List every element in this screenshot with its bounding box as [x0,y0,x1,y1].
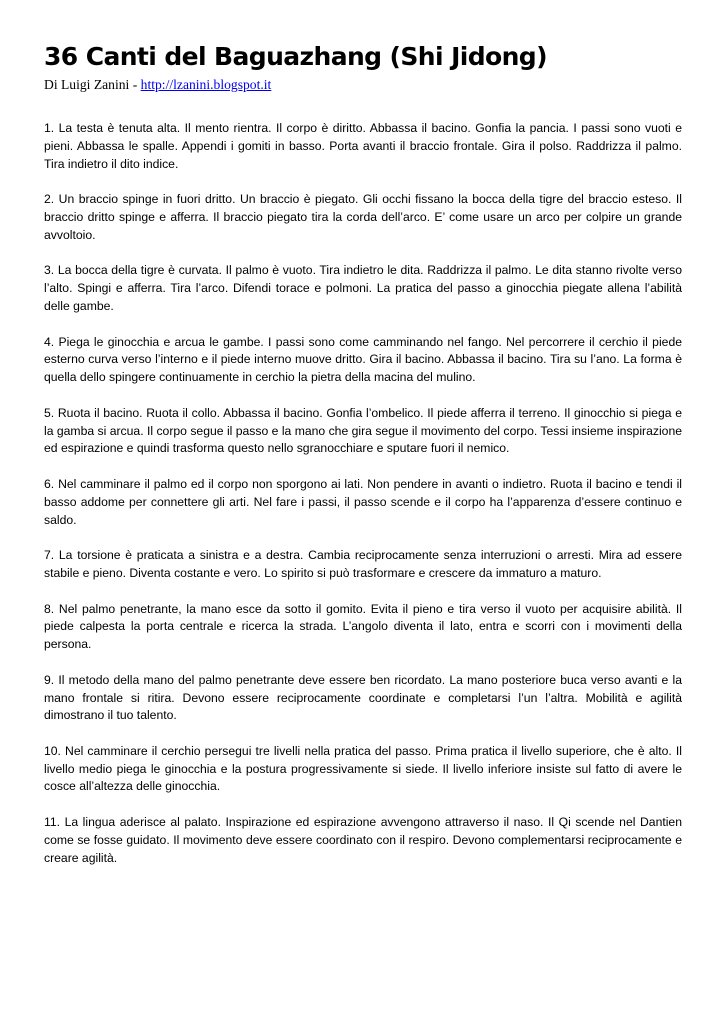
paragraph-10: 10. Nel camminare il cerchio persegui tre livelli nella pratica del passo. Prima pratica il livello superiore, che è alto. Il livello medio piega le ginocchia e la postura progressivamente si siede. Il livello inferiore insiste sul fatto di avere le cosce all’altezza delle ginocchia. [44,743,682,794]
paragraph-11: 11. La lingua aderisce al palato. Inspirazione ed espirazione avvengono attraverso il naso. Il Qi scende nel Dantien come se fosse guidato. Il movimento deve essere coordinato con il respiro. Devono complementarsi reciprocamente e creare agilità. [44,815,682,865]
paragraph-1: 1. La testa è tenuta alta. Il mento rientra. Il corpo è diritto. Abbassa il bacino. Gonfia la pancia. I passi sono vuoti e pieni. Abbassa le spalle. Appendi i gomiti in basso. Porta avanti il braccio frontale. Gira il polso. Raddrizza il palmo. Tira indietro il dito indice. [44,121,682,171]
paragraph-9: 9. Il metodo della mano del palmo penetrante deve essere ben ricordato. La mano posteriore buca verso avanti e la mano frontale si ritira. Devono essere reciprocamente coordinate e completarsi l’un l’altra. Mobilità e agilità dimostrano il tuo talento. [44,672,682,723]
paragraph-list [44,120,682,867]
byline-author: Di Luigi Zanini - [44,77,141,92]
blog-link[interactable]: http://lzanini.blogspot.it [140,77,272,92]
paragraph-5: 5. Ruota il bacino. Ruota il collo. Abbassa il bacino. Gonfia l’ombelico. Il piede afferra il terreno. Il ginocchio si piega e la gamba si arcua. Il corpo segue il passo e la mano che gira segue il movimento del corpo. Tessi insieme inspirazione ed espirazione e quindi trasforma questo nello sgranocchiare e sputare fuori il nemico. [44,405,682,456]
document-page [44,40,682,885]
paragraph-3: 3. La bocca della tigre è curvata. Il palmo è vuoto. Tira indietro le dita. Raddrizza il palmo. Le dita stanno rivolte verso l’alto. Spingi e afferra. Tira l’arco. Difendi torace e polmoni. La pratica del passo a ginocchia piegate allena l’abilità delle gambe. [44,263,682,313]
paragraph-7: 7. La torsione è praticata a sinistra e a destra. Cambia reciprocamente senza interruzioni o arresti. Mira ad essere stabile e pieno. Diventa costante e vero. Lo spirito si può trasformare e crescere da immaturo a maturo. [44,548,682,580]
paragraph-6: 6. Nel camminare il palmo ed il corpo non sporgono ai lati. Non pendere in avanti o indietro. Ruota il bacino e tendi il basso addome per connettere gli arti. Nel fare i passi, il passo scende e il corpo ha l’apparenza d’essere continuo e saldo. [44,476,682,527]
paragraph-4: 4. Piega le ginocchia e arcua le gambe. I passi sono come camminando nel fango. Nel percorrere il cerchio il piede esterno curva verso l’interno e il piede interno muove dritto. Gira il bacino. Abbassa il bacino. Tira su l’ano. La forma è quella dello spingere continuamente in cerchio la pietra della macina del mulino. [44,334,682,385]
document-title: 36 Canti del Baguazhang (Shi Jidong) [44,42,547,71]
paragraph-8: 8. Nel palmo penetrante, la mano esce da sotto il gomito. Evita il pieno e tira verso il vuoto per acquisire abilità. Il piede calpesta la porta centrale e ricerca la strada. L’angolo diventa il lato, entra e scorri con i movimenti della persona. [44,601,682,652]
byline [44,76,682,94]
paragraph-2: 2. Un braccio spinge in fuori dritto. Un braccio è piegato. Gli occhi fissano la bocca della tigre del braccio esteso. Il braccio dritto spinge e afferra. Il braccio piegato tira la corda dell’arco. E’ come usare un arco per colpire un grande avvoltoio. [44,192,682,242]
